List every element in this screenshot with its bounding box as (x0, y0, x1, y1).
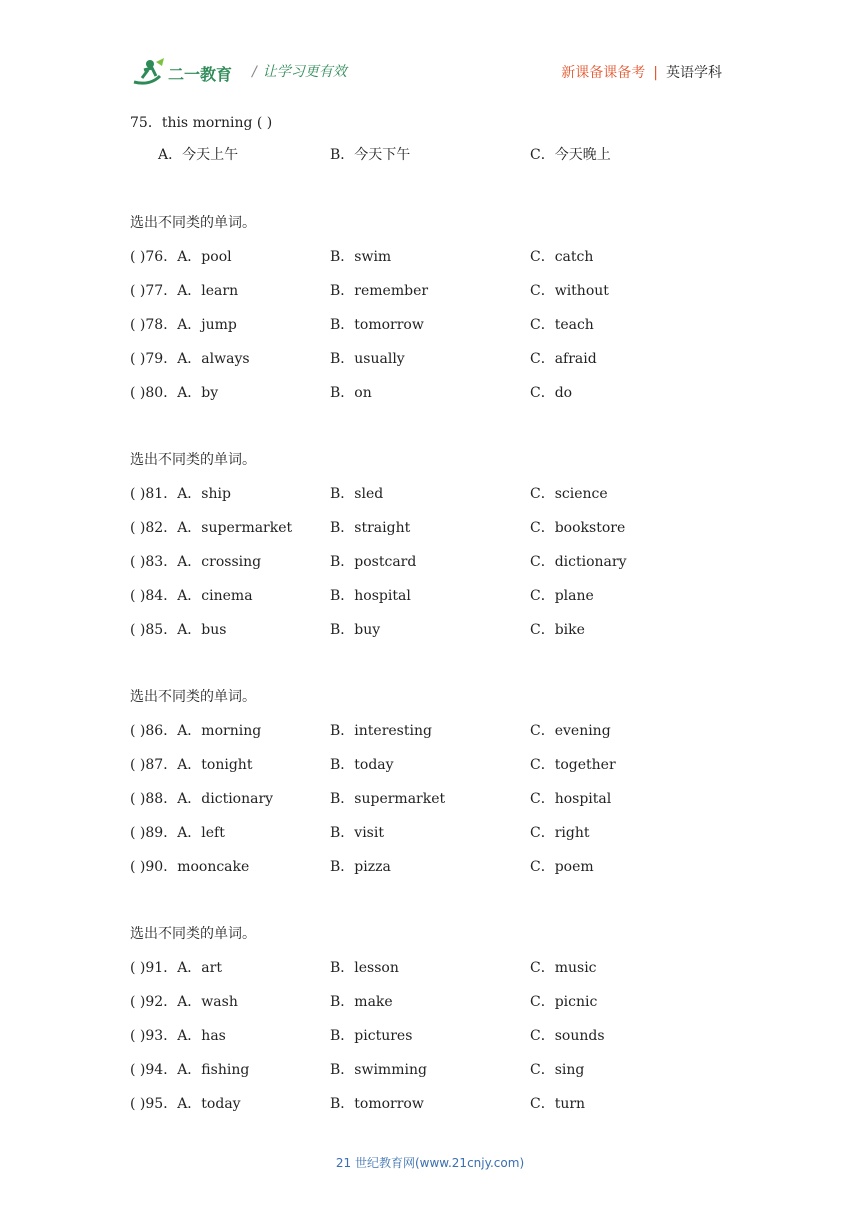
question-section (130, 449, 730, 653)
question-row (130, 1025, 730, 1059)
question-row (130, 348, 730, 382)
question-number-option-a: ( )82．A．supermarket (130, 520, 293, 536)
logo-text: 二一教育 (168, 65, 233, 84)
section-title (130, 212, 730, 246)
section-title-text: 选出不同类的单词。 (130, 926, 256, 942)
option-b: B．tomorrow (330, 317, 424, 333)
question-number-option-a: ( )77．A．learn (130, 283, 239, 299)
question-number-option-a: ( )90．mooncake (130, 859, 250, 875)
option-c: C．evening (530, 723, 611, 739)
page-header (0, 0, 860, 100)
question-row (130, 483, 730, 517)
question-row (130, 1093, 730, 1127)
option-b: B．interesting (330, 723, 432, 739)
option-c: C．poem (530, 859, 594, 875)
section-title-text: 选出不同类的单词。 (130, 689, 256, 705)
question-number-option-a: ( )91．A．art (130, 960, 222, 976)
section-title (130, 449, 730, 483)
section-title (130, 923, 730, 957)
option-c: C．music (530, 960, 597, 976)
logo-icon (130, 56, 240, 88)
question-75 (130, 112, 730, 212)
question-row (130, 856, 730, 890)
question-row (130, 822, 730, 856)
option-c: C．without (530, 283, 609, 299)
option-c: C．sing (530, 1062, 585, 1078)
course-label: 新课备课备考 (561, 65, 646, 81)
option-b: B．lesson (330, 960, 399, 976)
option-a: A．今天上午 (158, 147, 239, 163)
option-b: B．make (330, 994, 393, 1010)
option-b: B．swim (330, 249, 392, 265)
question-number-option-a: ( )81．A．ship (130, 486, 231, 502)
section-title-text: 选出不同类的单词。 (130, 452, 256, 468)
question-row (130, 517, 730, 551)
question-section (130, 212, 730, 416)
question-section (130, 686, 730, 890)
subject-label: 英语学科 (666, 65, 722, 81)
option-c: C．sounds (530, 1028, 605, 1044)
option-b: B．swimming (330, 1062, 427, 1078)
header-course (561, 62, 722, 82)
section-title-text: 选出不同类的单词。 (130, 215, 256, 231)
option-c: C．science (530, 486, 608, 502)
question-number-option-a: ( )76．A．pool (130, 249, 232, 265)
question-row (130, 991, 730, 1025)
option-c: C．bike (530, 622, 585, 638)
option-b: B．postcard (330, 554, 417, 570)
header-separator: | (653, 65, 658, 81)
option-b: B．today (330, 757, 394, 773)
option-b: B．usually (330, 351, 405, 367)
option-c: C．right (530, 825, 590, 841)
question-number-option-a: ( )92．A．wash (130, 994, 238, 1010)
question-row (130, 314, 730, 348)
option-b: B．pictures (330, 1028, 413, 1044)
question-number-option-a: ( )93．A．has (130, 1028, 226, 1044)
option-c: C．plane (530, 588, 594, 604)
worksheet-content (130, 112, 730, 1160)
option-b: B．straight (330, 520, 411, 536)
question-row (130, 1059, 730, 1093)
option-c: C．do (530, 385, 573, 401)
option-b: B．tomorrow (330, 1096, 424, 1112)
option-b: B．visit (330, 825, 384, 841)
slogan: / 让学习更有效 (252, 64, 347, 80)
option-c: C．dictionary (530, 554, 627, 570)
question-number-option-a: ( )78．A．jump (130, 317, 237, 333)
question-number-option-a: ( )89．A．left (130, 825, 225, 841)
question-number-option-a: ( )83．A．crossing (130, 554, 262, 570)
question-row (130, 720, 730, 754)
option-c: C．hospital (530, 791, 612, 807)
option-b: B．sled (330, 486, 384, 502)
option-c: C．together (530, 757, 616, 773)
slogan-text: 让学习更有效 (262, 64, 347, 80)
option-c: C．catch (530, 249, 594, 265)
question-number-option-a: ( )85．A．bus (130, 622, 227, 638)
question-number-option-a: ( )80．A．by (130, 385, 219, 401)
option-c: C．teach (530, 317, 594, 333)
option-b: B．on (330, 385, 372, 401)
question-number-option-a: ( )79．A．always (130, 351, 250, 367)
question-number-option-a: ( )84．A．cinema (130, 588, 253, 604)
question-row (130, 619, 730, 653)
page-footer: 21 世纪教育网(www.21cnjy.com) (335, 1156, 525, 1170)
question-row (130, 280, 730, 314)
question-row (130, 788, 730, 822)
option-b: B．pizza (330, 859, 391, 875)
option-b: B．remember (330, 283, 429, 299)
question-row (130, 957, 730, 991)
question-row (130, 551, 730, 585)
option-c: C．今天晚上 (530, 147, 611, 163)
question-row (130, 585, 730, 619)
option-b: B．今天下午 (330, 147, 411, 163)
question-row (130, 246, 730, 280)
question-number-option-a: ( )86．A．morning (130, 723, 262, 739)
question-row (130, 754, 730, 788)
option-c: C．turn (530, 1096, 586, 1112)
question-number-option-a: ( )87．A．tonight (130, 757, 253, 773)
option-c: C．afraid (530, 351, 597, 367)
question-row (130, 382, 730, 416)
option-c: C．picnic (530, 994, 598, 1010)
option-c: C．bookstore (530, 520, 626, 536)
section-title (130, 686, 730, 720)
option-b: B．hospital (330, 588, 411, 604)
question-number-option-a: ( )88．A．dictionary (130, 791, 274, 807)
question-section (130, 923, 730, 1127)
question-number-option-a: ( )94．A．fishing (130, 1062, 250, 1078)
question-stem: 75．this morning ( ) (130, 115, 273, 131)
question-number-option-a: ( )95．A．today (130, 1096, 241, 1112)
option-b: B．supermarket (330, 791, 446, 807)
option-b: B．buy (330, 622, 381, 638)
